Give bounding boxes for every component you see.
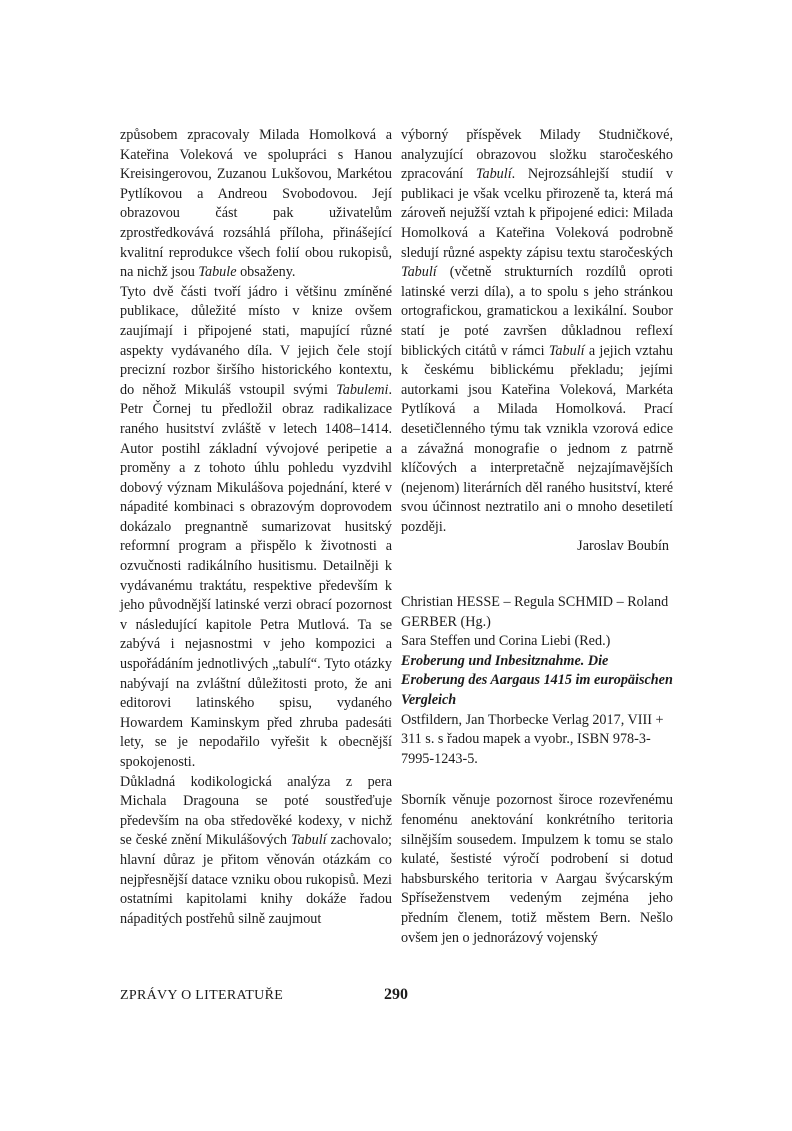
paragraph bbox=[401, 126, 673, 537]
review-author-signature: Jaroslav Boubín bbox=[577, 538, 669, 555]
italic-title: Tabulí bbox=[475, 166, 512, 183]
page-number: 290 bbox=[384, 986, 408, 1003]
text-run: Důkladná kodikologická analýza z pera Michala Dragouna se poté soustřeďuje především na oba středověké kodexy, v nichž se české znění Mikulášových bbox=[120, 773, 392, 849]
paragraph bbox=[120, 773, 392, 930]
right-column bbox=[401, 126, 673, 948]
text-run: zachovalo; hlavní důraz je přitom věnován otázkám co nejpřesnější datace vzniku obou rukopisů. Mezi ostatními kapitolami knihy dokáže řadou nápaditých postřehů silně zaujmout bbox=[120, 832, 392, 927]
text-run: obsaženy. bbox=[236, 264, 296, 281]
text-run: . Petr Čornej tu předložil obraz radikalizace raného husitství zvláště v letech 1408–1414. Autor postihl základní vývojové peripetie a proměny a z tohoto úhlu pohledu vyzdvihl dobový význam Mikulášova pojednání, které v nápadité kombinaci s obrazovým doprovodem dokázalo pregnantně sumarizovat husitský reformní program a přispělo k životnosti a ozvučnosti radikálního husitismu. Detailněji k vydávanému traktátu, respektive především k jeho původnější latinské verzi obrací pozornost v následující kapitole Petra Mutlová. Ta se zabývá i nejasnostmi v jeho kompozici a uspořádáním jednotlivých „tabulí“. Tyto otázky nabývají na zvláštní důležitosti proto, že ani editorovi latinského spisu, vydaného Howardem Kaminskym před zhruba padesáti lety, se je nepodařilo vyřešit k obecnější spokojenosti. bbox=[120, 381, 392, 770]
italic-title: Tabulemi bbox=[336, 381, 389, 398]
text-run: (včetně strukturních rozdílů oproti latinské verzi díla), a to spolu s jeho stránkou ortografickou, gramatickou a lexikální. Soubor statí je poté završen důkladnou reflexí biblických citátů v rámci bbox=[401, 264, 673, 359]
paragraph bbox=[120, 126, 392, 283]
paragraph bbox=[120, 283, 392, 773]
bibliography-publication: Ostfildern, Jan Thorbecke Verlag 2017, VIII + 311 s. s řadou mapek a vyobr., ISBN 978-3-7995-1243-5. bbox=[401, 711, 664, 767]
bibliography-title: Eroberung und Inbesitznahme. Die Eroberung des Aargaus 1415 im europäischen Vergleich bbox=[401, 652, 673, 709]
italic-title: Tabulí bbox=[548, 342, 585, 359]
italic-title: Tabulí bbox=[290, 832, 327, 849]
text-run: . Nejrozsáhlejší studií v publikaci je však vcelku přirozeně ta, která má zároveň nejužší vztah k připojené edici: Milada Homolková a Kateřina Voleková podrobně sledují různé aspekty zápisu textu staročeských bbox=[401, 166, 673, 261]
bibliography-authors: Christian HESSE – Regula SCHMID – Roland GERBER (Hg.) bbox=[401, 594, 669, 630]
spacer bbox=[401, 769, 673, 791]
text-run: a jejich vztahu k českému biblickému překladu; jejími autorkami jsou Kateřina Voleková, Markéta Pytlíková a Milada Homolková. Prací desetičlenného týmu tak vznikla vzorová edice a závažná monografie o jednom z patrně klíčových a interpretačně nejzajímavějších (nejenom) literárních děl raného husitství, které svou účinnost neztratilo ani o mnoho desetiletí později. bbox=[401, 342, 673, 535]
paragraph: Sborník věnuje pozornost široce rozevřenému fenoménu anektování konkrétního teritoria silnějším sousedem. Impulzem k tomu se stalo kulaté, šestisté výročí podrobení si dotud habsburského teritoria v Aargau švýcarským Spříseženstvem vedeným zejména jeho předním členem, totiž městem Bern. Nešlo ovšem jen o jednorázový vojenský bbox=[401, 792, 673, 946]
text-run: Tyto dvě části tvoří jádro i většinu zmíněné publikace, důležité místo v knize ovšem zaujímají i připojené stati, mapující různé aspekty vydávaného díla. V jejich čele stojí precizní rozbor širšího historického kontextu, do něhož Mikuláš vstoupil svými bbox=[120, 283, 392, 398]
spacer bbox=[401, 557, 673, 593]
left-column bbox=[120, 126, 392, 929]
running-footer-journal: ZPRÁVY O LITERATUŘE bbox=[120, 988, 284, 1003]
bibliography-editors: Sara Steffen und Corina Liebi (Red.) bbox=[401, 633, 611, 650]
italic-title: Tabule bbox=[198, 264, 237, 281]
text-run: výborný příspěvek Milady Studničkové, analyzující obrazovou složku staročeského zpracování bbox=[401, 127, 673, 183]
text-run: způsobem zpracovaly Milada Homolková a Kateřina Voleková ve spolupráci s Hanou Kreisingerovou, Zuzanou Lukšovou, Markétou Pytlíkovou a Andreou Svobodovou. Její obrazovou část pak uživatelům zprostředkovává rozsáhlá příloha, přinášející kvalitní reprodukce všech folií obou rukopisů, na nichž jsou bbox=[120, 127, 392, 281]
italic-title: Tabulí bbox=[401, 264, 437, 281]
